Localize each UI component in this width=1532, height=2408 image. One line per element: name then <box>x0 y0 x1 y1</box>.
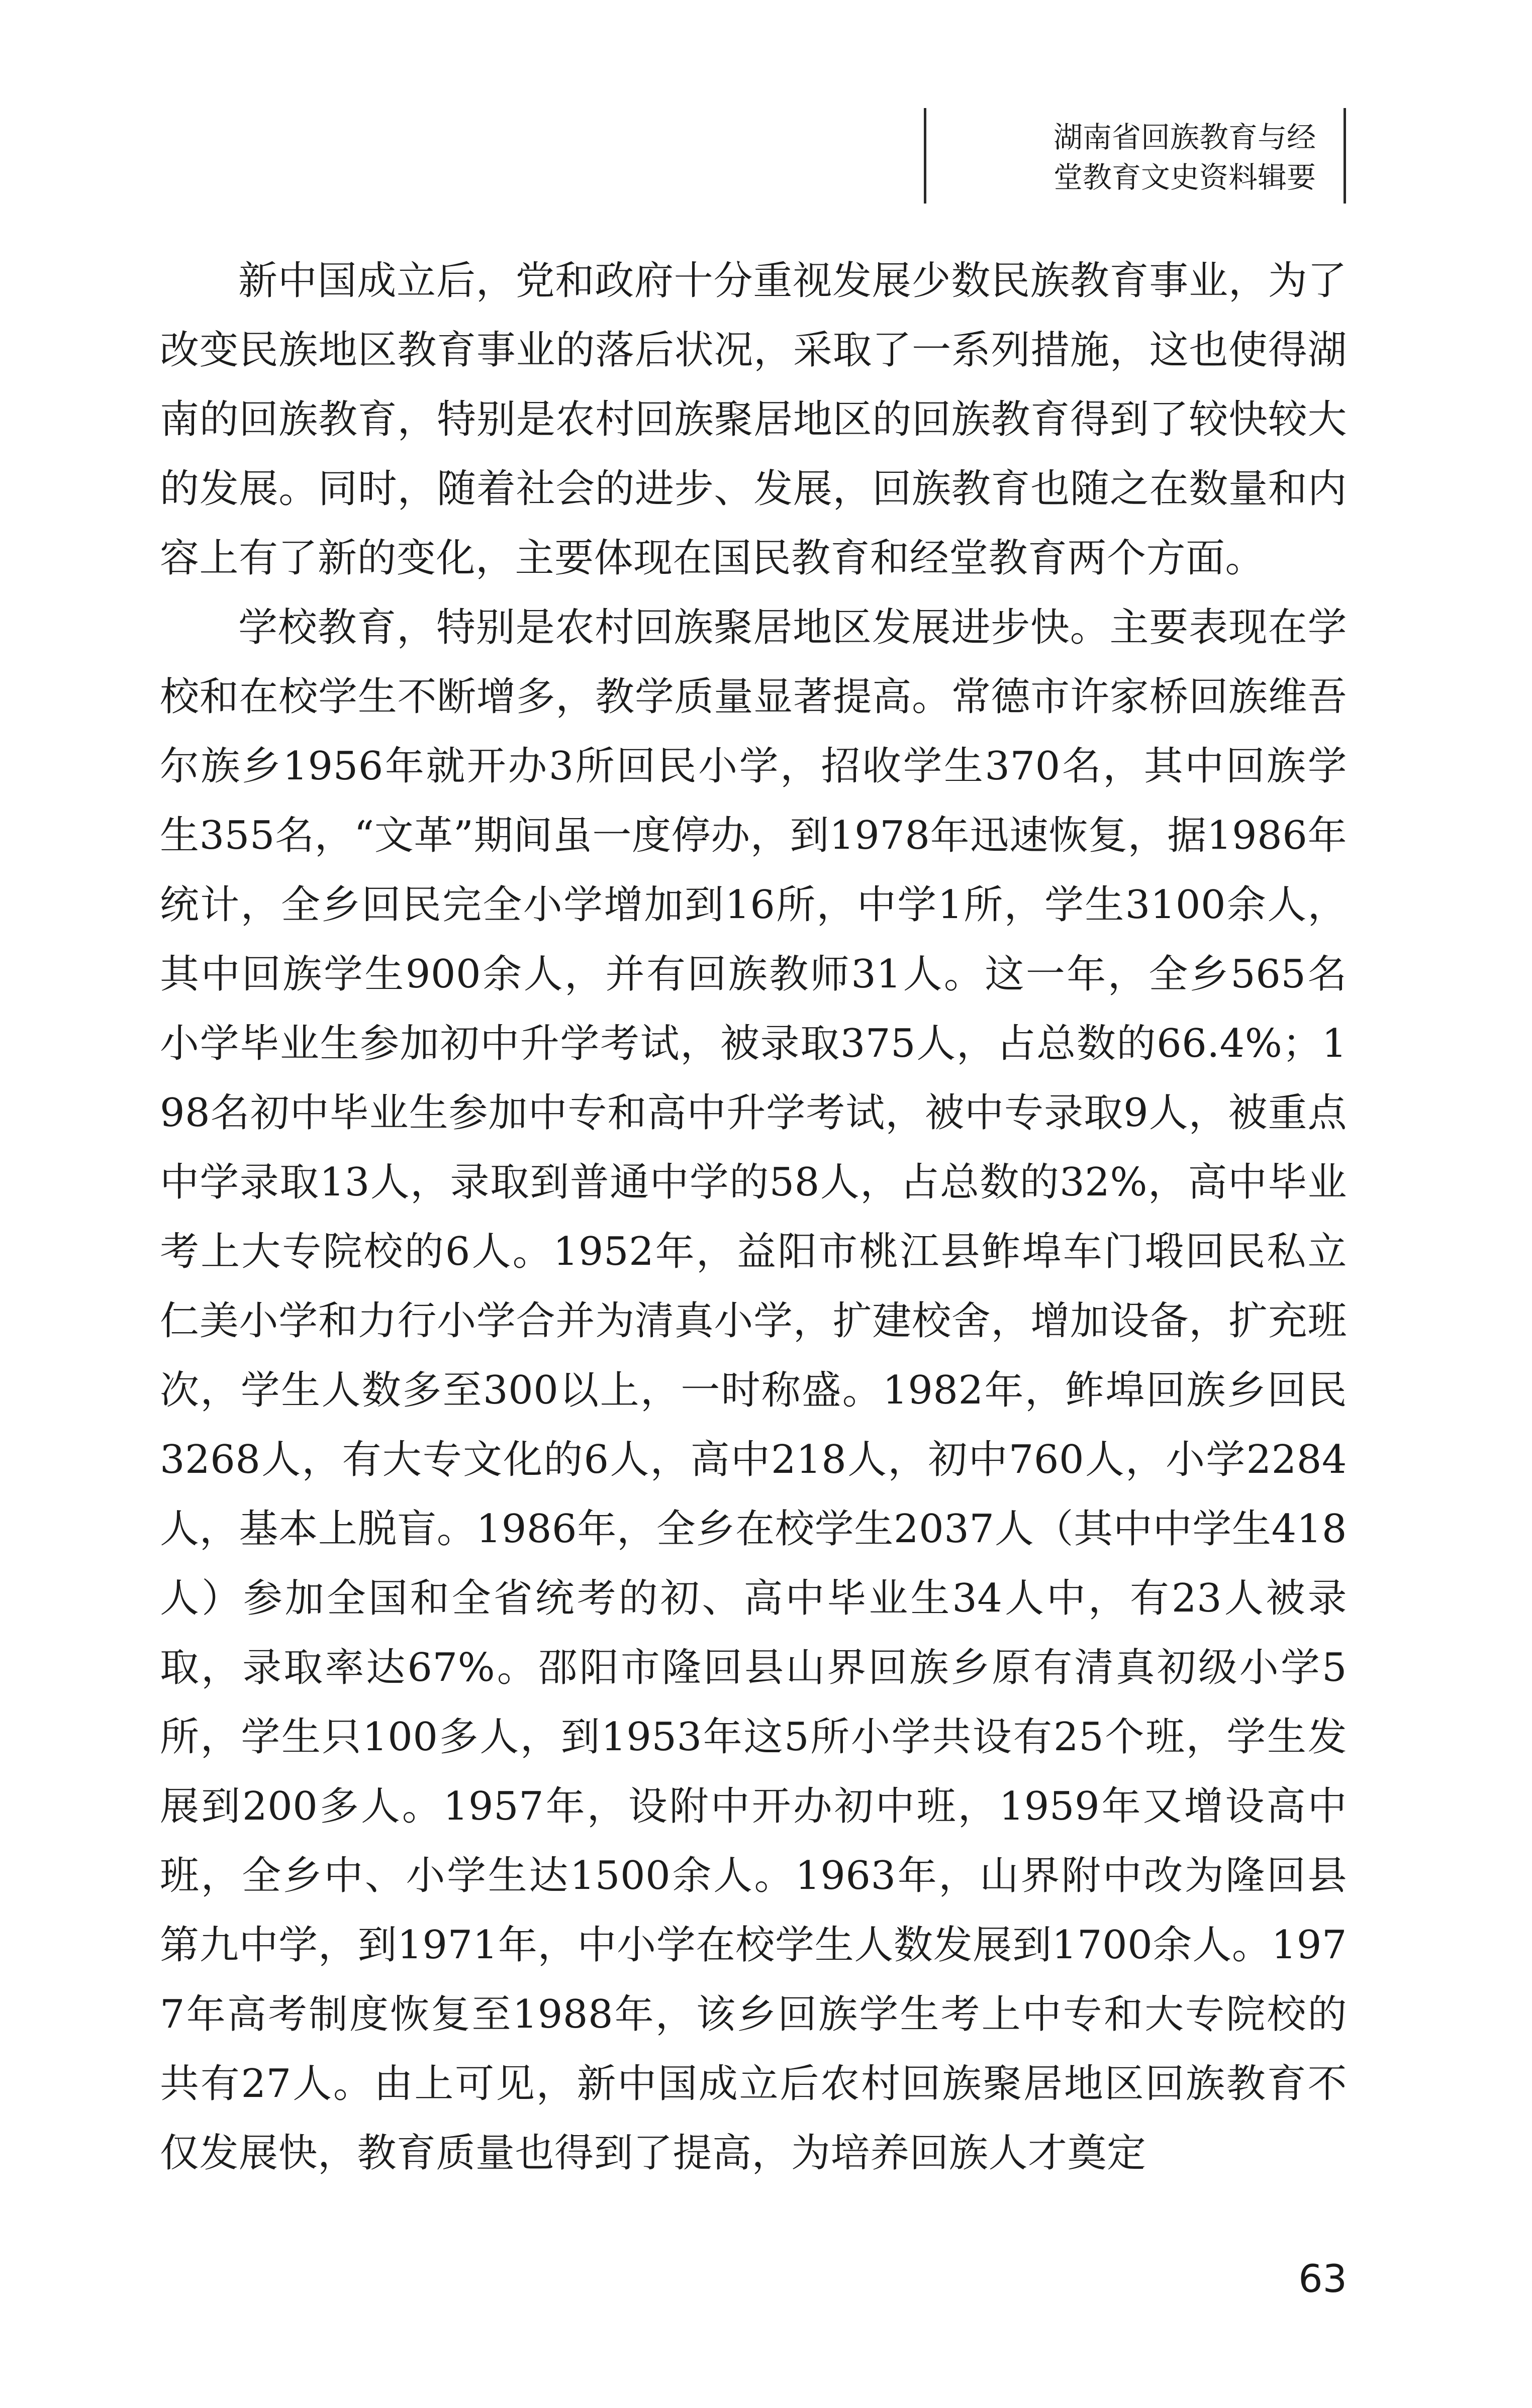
body-text <box>160 246 1347 2188</box>
page-number: 63 <box>1298 2256 1347 2301</box>
paragraph-1: 新中国成立后，党和政府十分重视发展少数民族教育事业，为了改变民族地区教育事业的落后状况，采取了一系列措施，这也使得湖南的回族教育，特别是农村回族聚居地区的回族教育得到了较快较大的发展。同时，随着社会的进步、发展，回族教育也随之在数量和内容上有了新的变化，主要体现在国民教育和经堂教育两个方面。 <box>160 258 1347 581</box>
running-header <box>924 108 1346 204</box>
header-left-rule <box>924 108 926 204</box>
header-right-rule <box>1344 108 1346 204</box>
book-title-line-1: 湖南省回族教育与经 <box>1053 120 1316 154</box>
book-title <box>954 117 1316 197</box>
book-title-line-2: 堂教育文史资料辑要 <box>1053 160 1316 194</box>
paragraph-2: 学校教育，特别是农村回族聚居地区发展进步快。主要表现在学校和在校学生不断增多，教学质量显著提高。常德市许家桥回族维吾尔族乡1956年就开办3所回民小学，招收学生370名，其中回族学生355名，“文革”期间虽一度停办，到1978年迅速恢复，据1986年统计，全乡回民完全小学增加到16所，中学1所，学生3100余人，其中回族学生900余人，并有回族教师31人。这一年，全乡565名小学毕业生参加初中升学考试，被录取375人，占总数的66.4%；198名初中毕业生参加中专和高中升学考试，被中专录取9人，被重点中学录取13人，录取到普通中学的58人，占总数的32%，高中毕业考上大专院校的6人。1952年，益阳市桃江县鲊埠车门塅回民私立仁美小学和力行小学合并为清真小学，扩建校舍，增加设备，扩充班次，学生人数多至300以上，一时称盛。1982年，鲊埠回族乡回民3268人，有大专文化的6人，高中218人，初中760人，小学2284人，基本上脱盲。1986年，全乡在校学生2037人（其中中学生418人）参加全国和全省统考的初、高中毕业生34人中，有23人被录取，录取率达67%。邵阳市隆回县山界回族乡原有清真初级小学5所，学生只100多人，到1953年这5所小学共设有25个班，学生发展到200多人。1957年，设附中开办初中班，1959年又增设高中班，全乡中、小学生达1500余人。1963年，山界附中改为隆回县第九中学，到1971年，中小学在校学生人数发展到1700余人。1977年高考制度恢复至1988年，该乡回族学生考上中专和大专院校的共有27人。由上可见，新中国成立后农村回族聚居地区回族教育不仅发展快，教育质量也得到了提高，为培养回族人才奠定 <box>160 605 1347 2176</box>
